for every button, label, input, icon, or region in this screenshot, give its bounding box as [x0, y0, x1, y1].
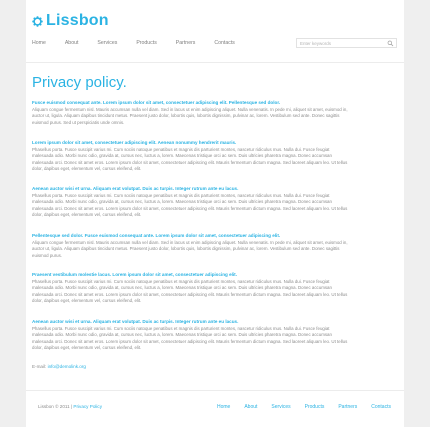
footer-copyright: [38, 404, 102, 409]
nav-item-services[interactable]: Services: [97, 40, 118, 46]
logo-text: Lissbon: [46, 12, 109, 29]
logo[interactable]: [32, 12, 109, 30]
section-heading: Praesent vestibulum molestie lacus. Lorem ipsum dolor sit amet, consectetuer adipiscing elit.: [32, 272, 237, 277]
search-input[interactable]: [300, 39, 384, 47]
copyright-text: Lissbon © 2011: [38, 404, 70, 409]
section-body: Phasellus porta. Fusce suscipit varius mi. Cum sociis natoque penatibus et magnis dis parturient montes, nascetur ridiculus mus. Nulla dui. Fusce feugiat malesuada odio. Morbi nunc odio, gravida at, cursus nec, luctus a, lorem. Maecenas tristique orci ac sem. Duis ultricies pharetra magna. Donec accumsan malesuada orci. Donec sit amet eros. Lorem ipsum dolor sit amet, consectetuer adipiscing elit. Mauris fermentum dictum magna. Sed laoreet aliquam leo. Ut tellus dolor, dapibus eget, elementum vel, cursus eleifend, elit.: [32, 279, 348, 304]
footer-nav-contacts[interactable]: Contacts: [371, 404, 391, 410]
policy-section-3: [32, 185, 352, 219]
section-heading: Aenean auctor wisi et urna. Aliquam erat volutpat. Duis ac turpis. Integer rutrum ante eu lacus.: [32, 186, 239, 191]
nav-item-products[interactable]: Products: [136, 40, 157, 46]
section-body: Aliquam congue fermentum nisl. Mauris accumsan nulla vel diam. Sed in lacus ut enim adipiscing aliquet. Nulla venenatis. In pede mi, aliquet sit amet, euismod in, auctor ut, ligula. Aliquam dapibus tincidunt metus. Praesent justo dolor, lobortis quis, lobortis dignissim, pulvinar ac, lorem. Vestibulum sed ante. Donec sagittis euismod purus.: [32, 240, 348, 258]
policy-section-5: [32, 271, 352, 305]
nav-item-contacts[interactable]: Contacts: [214, 40, 235, 46]
policy-section-1: [32, 99, 352, 126]
main-nav: [32, 40, 254, 46]
section-body: Phasellus porta. Fusce suscipit varius mi. Cum sociis natoque penatibus et magnis dis parturient montes, nascetur ridiculus mus. Nulla dui. Fusce feugiat malesuada odio. Morbi nunc odio, gravida at, cursus nec, luctus a, lorem. Maecenas tristique orci ac sem. Duis ultricies pharetra magna. Donec accumsan malesuada orci. Donec sit amet eros. Lorem ipsum dolor sit amet, consectetuer adipiscing elit. Mauris fermentum dictum magna. Sed laoreet aliquam leo. Ut tellus dolor, dapibus eget, elementum vel, cursus eleifend, elit.: [32, 147, 348, 172]
section-body: Aliquam congue fermentum nisl. Mauris accumsan nulla vel diam. Sed in lacus ut enim adipiscing aliquet. Nulla venenatis. In pede mi, aliquet sit amet, euismod in, auctor ut, ligula. Aliquam dapibus tincidunt metus. Praesent justo dolor, lobortis quis, lobortis dignissim, pulvinar ac, lorem. Vestibulum sed ante. Donec sagittis euismod purus. Sed ut perspiciatis unde omnis.: [32, 107, 348, 125]
contact-email-line: [32, 364, 86, 369]
privacy-policy-link[interactable]: Privacy Policy: [73, 404, 103, 409]
footer-nav-products[interactable]: Products: [304, 404, 325, 410]
header-divider: [26, 62, 404, 63]
nav-item-about[interactable]: About: [64, 40, 79, 46]
policy-section-6: [32, 318, 352, 352]
policy-section-4: [32, 232, 352, 259]
footer-separator: |: [70, 404, 73, 409]
section-heading: Lorem ipsum dolor sit amet, consectetuer adipiscing elit. Aenean nonummy hendrerit mauris.: [32, 140, 237, 145]
search-icon[interactable]: [387, 40, 394, 47]
footer-nav-about[interactable]: About: [244, 404, 258, 410]
email-label: E-mail:: [32, 364, 47, 369]
section-body: Phasellus porta. Fusce suscipit varius mi. Cum sociis natoque penatibus et magnis dis parturient montes, nascetur ridiculus mus. Nulla dui. Fusce feugiat malesuada odio. Morbi nunc odio, gravida at, cursus nec, luctus a, lorem. Maecenas tristique orci ac sem. Duis ultricies pharetra magna. Donec accumsan malesuada orci. Donec sit amet eros. Lorem ipsum dolor sit amet, consectetuer adipiscing elit. Mauris fermentum dictum magna. Sed laoreet aliquam leo. Ut tellus dolor, dapibus eget, elementum vel, cursus eleifend, elit.: [32, 326, 348, 351]
logo-gear-icon: [32, 16, 43, 27]
footer-nav-partners[interactable]: Partners: [338, 404, 358, 410]
header: [26, 0, 404, 58]
section-heading: Pellentesque sed dolor. Fusce euismod consequat ante. Lorem ipsum dolor sit amet, consectetuer adipiscing elit.: [32, 233, 281, 238]
section-heading: Aenean auctor wisi et urna. Aliquam erat volutpat. Duis ac turpis. Integer rutrum ante eu lacus.: [32, 319, 239, 324]
email-link[interactable]: info@demolink.org: [47, 364, 86, 369]
page-title: Privacy policy.: [32, 74, 127, 91]
nav-item-partners[interactable]: Partners: [175, 40, 196, 46]
footer-divider: [26, 390, 404, 391]
section-heading: Fusce euismod consequat ante. Lorem ipsum dolor sit amet, consectetuer adipiscing elit. Pellentesque sed dolor.: [32, 100, 281, 105]
footer-nav-home[interactable]: Home: [217, 404, 231, 410]
page-container: [26, 0, 404, 427]
section-body: Phasellus porta. Fusce suscipit varius mi. Cum sociis natoque penatibus et magnis dis parturient montes, nascetur ridiculus mus. Nulla dui. Fusce feugiat malesuada odio. Morbi nunc odio, gravida at, cursus nec, luctus a, lorem. Maecenas tristique orci ac sem. Duis ultricies pharetra magna. Donec accumsan malesuada orci. Donec sit amet eros. Lorem ipsum dolor sit amet, consectetuer adipiscing elit. Mauris fermentum dictum magna. Sed laoreet aliquam leo. Ut tellus dolor, dapibus eget, elementum vel, cursus eleifend, elit.: [32, 193, 348, 218]
search-box: [296, 38, 397, 48]
footer-nav: [217, 404, 405, 410]
policy-section-2: [32, 139, 352, 173]
footer-nav-services[interactable]: Services: [271, 404, 291, 410]
nav-item-home[interactable]: Home: [32, 40, 46, 46]
